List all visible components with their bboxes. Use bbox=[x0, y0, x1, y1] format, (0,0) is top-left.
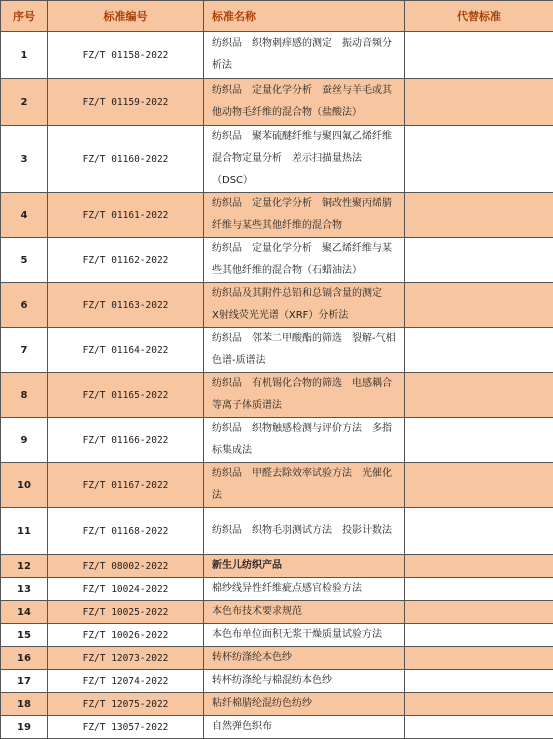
row-replace bbox=[405, 693, 553, 716]
row-name: 纺织品 织物触感检测与评价方法 多指标集成法 bbox=[204, 418, 405, 463]
row-name: 纺织品 邻苯二甲酸酯的筛选 裂解-气相色谱-质谱法 bbox=[204, 328, 405, 373]
row-name: 纺织品 织物毛羽测试方法 投影计数法 bbox=[204, 508, 405, 555]
table-row bbox=[1, 601, 553, 624]
row-name: 棉纱线异性纤维疵点感官检验方法 bbox=[204, 578, 405, 601]
row-replace bbox=[405, 601, 553, 624]
row-name: 本色布技术要求规范 bbox=[204, 601, 405, 624]
row-replace bbox=[405, 624, 553, 647]
table-row bbox=[1, 126, 553, 193]
header-index: 序号 bbox=[1, 1, 48, 32]
table-row bbox=[1, 283, 553, 328]
header-replace: 代替标准 bbox=[405, 1, 553, 32]
table-row bbox=[1, 578, 553, 601]
row-replace bbox=[405, 578, 553, 601]
row-replace bbox=[405, 670, 553, 693]
row-replace bbox=[405, 283, 553, 328]
table-row bbox=[1, 508, 553, 555]
table-body bbox=[1, 32, 553, 739]
row-replace bbox=[405, 238, 553, 283]
row-replace bbox=[405, 32, 553, 79]
row-name: 纺织品 定量化学分析 聚乙烯纤维与某些其他纤维的混合物（石蜡油法） bbox=[204, 238, 405, 283]
row-code: FZ/T 01162-2022 bbox=[48, 238, 204, 283]
row-code: FZ/T 01161-2022 bbox=[48, 193, 204, 238]
row-code: FZ/T 01159-2022 bbox=[48, 79, 204, 126]
table-row bbox=[1, 647, 553, 670]
row-index: 11 bbox=[1, 508, 48, 555]
row-name: 转杯纺涤纶与棉混纺本色纱 bbox=[204, 670, 405, 693]
row-code: FZ/T 08002-2022 bbox=[48, 555, 204, 578]
row-index: 6 bbox=[1, 283, 48, 328]
row-index: 14 bbox=[1, 601, 48, 624]
row-replace bbox=[405, 126, 553, 193]
table-row bbox=[1, 624, 553, 647]
row-index: 3 bbox=[1, 126, 48, 193]
row-name: 自然弹色织布 bbox=[204, 716, 405, 739]
row-name: 纺织品 织物刺痒感的测定 振动音频分析法 bbox=[204, 32, 405, 79]
table-row bbox=[1, 79, 553, 126]
row-index: 1 bbox=[1, 32, 48, 79]
row-name: 纺织品 聚苯硫醚纤维与聚四氟乙烯纤维混合物定量分析 差示扫描量热法（DSC） bbox=[204, 126, 405, 193]
row-name: 纺织品 定量化学分析 铜改性聚丙烯腈纤维与某些其他纤维的混合物 bbox=[204, 193, 405, 238]
row-replace bbox=[405, 373, 553, 418]
row-index: 18 bbox=[1, 693, 48, 716]
row-code: FZ/T 10026-2022 bbox=[48, 624, 204, 647]
row-replace bbox=[405, 463, 553, 508]
row-replace bbox=[405, 79, 553, 126]
row-index: 4 bbox=[1, 193, 48, 238]
table-row bbox=[1, 238, 553, 283]
row-replace bbox=[405, 418, 553, 463]
table-row bbox=[1, 693, 553, 716]
row-index: 17 bbox=[1, 670, 48, 693]
table-row bbox=[1, 32, 553, 79]
row-name: 纺织品及其附件总铅和总镉含量的测定 X射线荧光光谱（XRF）分析法 bbox=[204, 283, 405, 328]
row-code: FZ/T 01166-2022 bbox=[48, 418, 204, 463]
table-row bbox=[1, 193, 553, 238]
row-name: 粘纤棉腈纶混纺色纺纱 bbox=[204, 693, 405, 716]
row-code: FZ/T 13057-2022 bbox=[48, 716, 204, 739]
row-name: 本色布单位面积无浆干燥质量试验方法 bbox=[204, 624, 405, 647]
row-index: 9 bbox=[1, 418, 48, 463]
header-row bbox=[1, 1, 553, 32]
table-row bbox=[1, 418, 553, 463]
table-row bbox=[1, 716, 553, 739]
row-code: FZ/T 01168-2022 bbox=[48, 508, 204, 555]
header-name: 标准名称 bbox=[204, 1, 405, 32]
row-code: FZ/T 01158-2022 bbox=[48, 32, 204, 79]
row-code: FZ/T 01165-2022 bbox=[48, 373, 204, 418]
row-name: 转杯纺涤纶本色纱 bbox=[204, 647, 405, 670]
row-code: FZ/T 10025-2022 bbox=[48, 601, 204, 624]
row-index: 2 bbox=[1, 79, 48, 126]
row-replace bbox=[405, 328, 553, 373]
row-code: FZ/T 12073-2022 bbox=[48, 647, 204, 670]
row-name: 新生儿纺织产品 bbox=[204, 555, 405, 578]
row-index: 10 bbox=[1, 463, 48, 508]
table-row bbox=[1, 373, 553, 418]
row-index: 5 bbox=[1, 238, 48, 283]
row-code: FZ/T 12074-2022 bbox=[48, 670, 204, 693]
table-row bbox=[1, 328, 553, 373]
row-index: 13 bbox=[1, 578, 48, 601]
row-index: 8 bbox=[1, 373, 48, 418]
table-row bbox=[1, 463, 553, 508]
row-replace bbox=[405, 647, 553, 670]
row-index: 12 bbox=[1, 555, 48, 578]
row-code: FZ/T 12075-2022 bbox=[48, 693, 204, 716]
row-replace bbox=[405, 193, 553, 238]
row-replace bbox=[405, 716, 553, 739]
row-index: 16 bbox=[1, 647, 48, 670]
row-code: FZ/T 01160-2022 bbox=[48, 126, 204, 193]
table-row bbox=[1, 555, 553, 578]
row-code: FZ/T 01163-2022 bbox=[48, 283, 204, 328]
row-name: 纺织品 甲醛去除效率试验方法 光催化法 bbox=[204, 463, 405, 508]
row-code: FZ/T 01167-2022 bbox=[48, 463, 204, 508]
table-row bbox=[1, 670, 553, 693]
row-replace bbox=[405, 508, 553, 555]
row-code: FZ/T 01164-2022 bbox=[48, 328, 204, 373]
row-replace bbox=[405, 555, 553, 578]
row-code: FZ/T 10024-2022 bbox=[48, 578, 204, 601]
row-index: 19 bbox=[1, 716, 48, 739]
row-index: 15 bbox=[1, 624, 48, 647]
row-name: 纺织品 定量化学分析 蚕丝与羊毛或其他动物毛纤维的混合物（盐酸法） bbox=[204, 79, 405, 126]
row-name: 纺织品 有机锡化合物的筛选 电感耦合等离子体质谱法 bbox=[204, 373, 405, 418]
header-code: 标准编号 bbox=[48, 1, 204, 32]
row-index: 7 bbox=[1, 328, 48, 373]
